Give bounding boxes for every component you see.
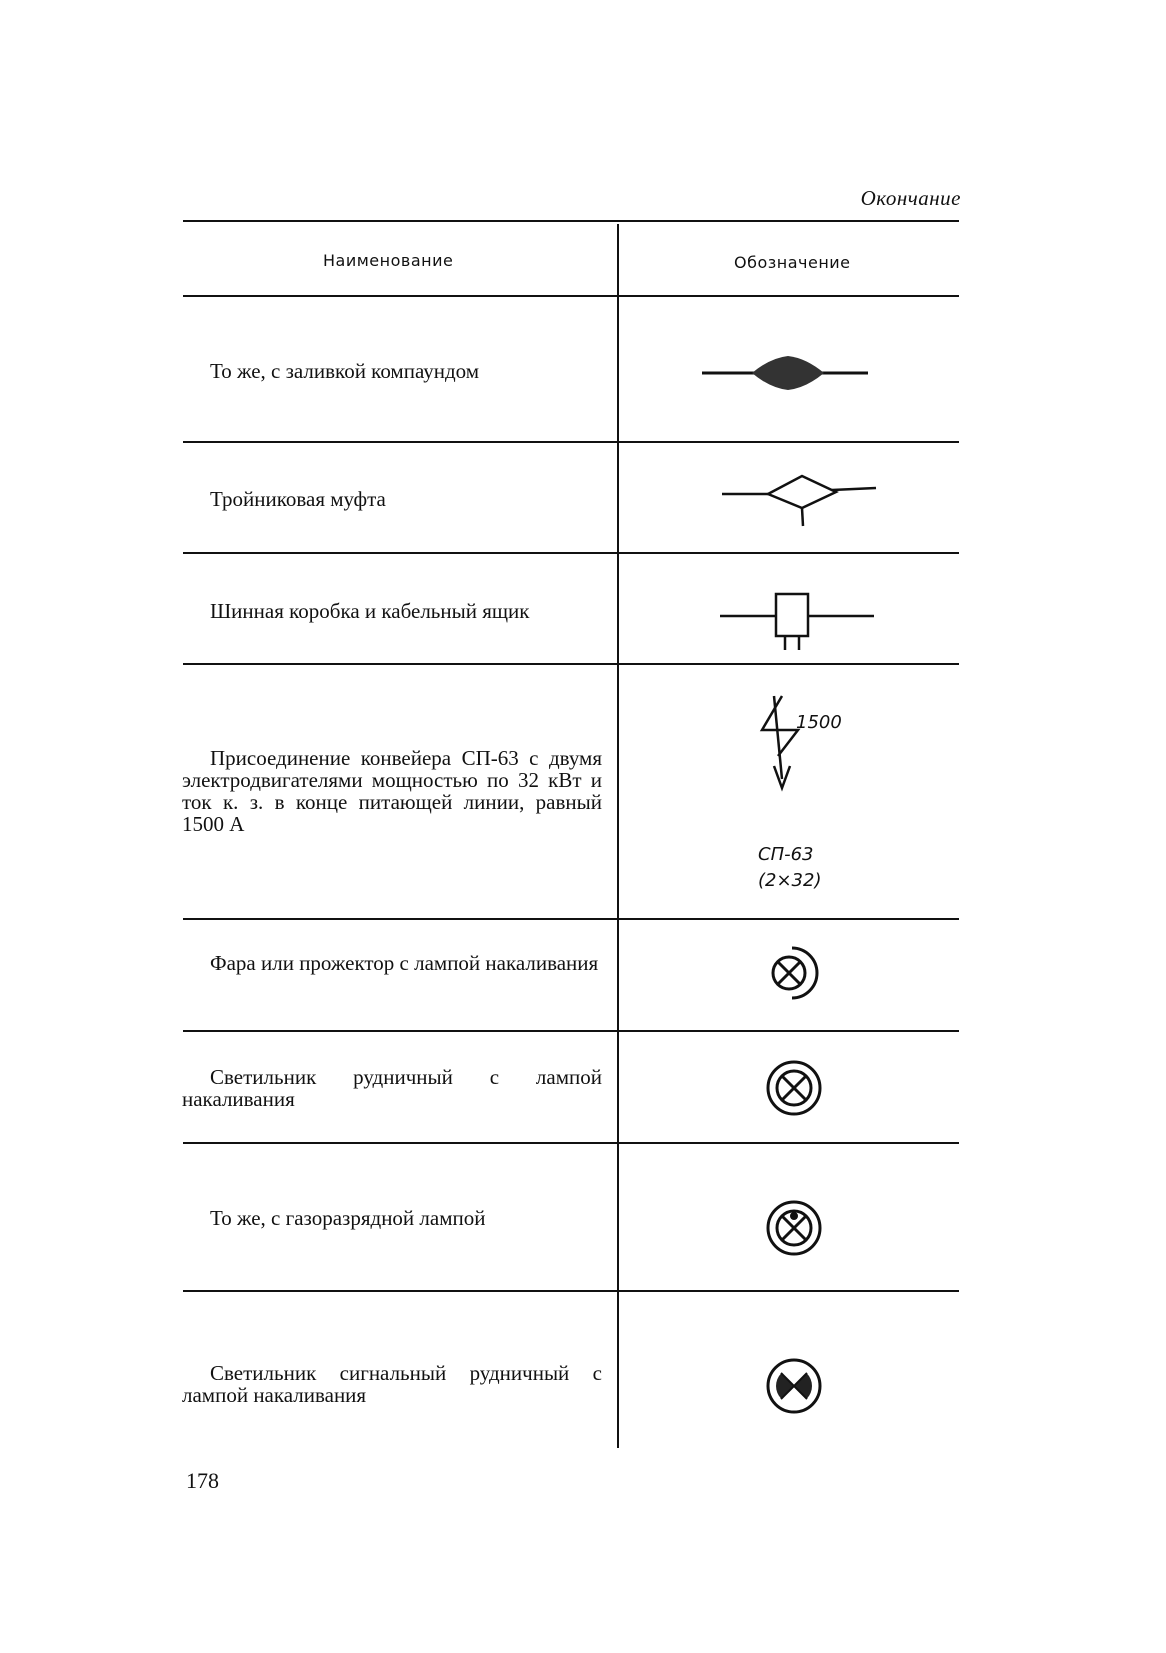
table-row-name: Шинная коробка и кабельный ящик (210, 599, 530, 623)
gas-discharge-lamp-icon (764, 1198, 824, 1258)
conveyor-labels (756, 842, 856, 904)
table-row-name: То же, с газоразрядной лампой (210, 1206, 486, 1230)
table-row-name: Присоединение конвейера СП-63 с двумя электродвигателями мощностью по 32 кВт и ток к. з. в конце питающей линии, равный 1500 А (182, 746, 602, 836)
mine-lamp-icon (764, 1058, 824, 1118)
filled-diamond-coupling-icon (700, 350, 870, 396)
headlight-icon (764, 946, 824, 1006)
conveyor-power-label: (2×32) (758, 870, 822, 891)
row-divider (183, 1030, 959, 1032)
header-bottom-rule (183, 295, 959, 297)
row-divider (183, 441, 959, 443)
tee-coupling-icon (720, 470, 880, 530)
table-row-name: Фара или прожектор с лампой накаливания (210, 951, 599, 975)
table-row-name: То же, с заливкой компаундом (210, 359, 480, 383)
page-number: 178 (186, 1468, 219, 1493)
table-row-name: Тройниковая муфта (210, 487, 386, 511)
column-divider (617, 224, 619, 1448)
signal-mine-lamp-icon (764, 1356, 824, 1416)
column-header-name: Наименование (323, 251, 454, 270)
column-header-symbol: Обозначение (734, 253, 851, 272)
current-label: 1500 (796, 712, 842, 733)
row-divider (183, 918, 959, 920)
row-divider (183, 552, 959, 554)
row-divider (183, 1142, 959, 1144)
conveyor-connection-icon (750, 694, 860, 794)
continuation-label: Окончание (860, 186, 961, 210)
row-divider (183, 1290, 959, 1292)
row-divider (183, 663, 959, 665)
table-row-name: Светильник рудничный с лампой накаливания (182, 1065, 602, 1111)
bus-box-icon (718, 588, 878, 652)
table-top-rule (183, 220, 959, 222)
conveyor-type-label: СП-63 (758, 844, 814, 865)
table-row-name: Светильник сигнальный рудничный с лампой накаливания (182, 1361, 602, 1407)
